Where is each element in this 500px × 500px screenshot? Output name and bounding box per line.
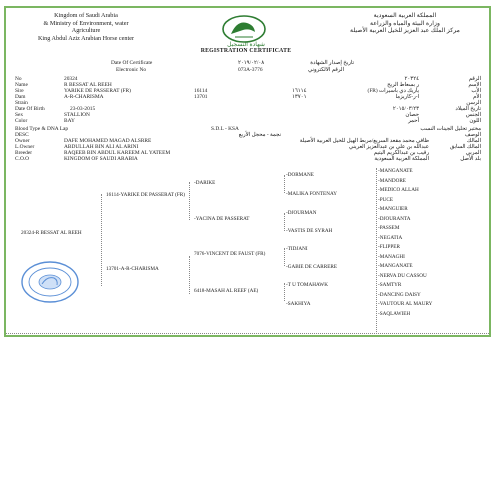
field-label-ar: الرقم xyxy=(468,76,481,82)
field-value-ar: ا-ر-كاريزما xyxy=(395,94,419,100)
header-line: Kingdom of Saudi Arabia xyxy=(54,12,118,19)
field-label: Dam xyxy=(15,94,26,100)
pedigree-gen5: -PASSEM xyxy=(378,225,400,231)
pedigree-connector xyxy=(101,194,102,286)
pedigree-bottom-line xyxy=(6,333,489,334)
header-line: & Ministry of Environment, water xyxy=(43,19,129,27)
header-english xyxy=(6,12,166,42)
field-label: Sire xyxy=(15,88,24,94)
field-label: Color xyxy=(15,118,28,124)
owner-label: Owner xyxy=(15,138,30,144)
logo-arabic-caption: شهادة التسجيل xyxy=(227,42,265,48)
official-stamp-icon xyxy=(20,260,80,304)
coo-label-ar: بلد الأصل xyxy=(460,156,481,162)
pedigree-gen4: -MALIKA FONTENAY xyxy=(286,191,337,197)
field-label-ar: الأب xyxy=(471,88,481,94)
breeder-label-ar: المربي xyxy=(465,150,481,156)
pedigree-chart xyxy=(6,168,489,334)
pedigree-gen5: -DJOURANTA xyxy=(378,216,411,222)
owner-value-ar: ظافي محمد مقعد السريع/مربط الهيل للخيل العربية الأصيلة xyxy=(299,138,429,144)
pedigree-gen5: -PUCE xyxy=(378,197,393,203)
field-extra: 16114 xyxy=(194,88,208,94)
field-value: R BESSAT AL REEH xyxy=(64,82,112,88)
header-line: Agriculture xyxy=(71,27,101,34)
pedigree-gen5: -MANGUIER xyxy=(378,206,408,212)
pedigree-gen4: -TIDJANI xyxy=(286,246,308,252)
pedigree-gen5: -VAUTOUR AL MAURY xyxy=(378,301,433,307)
electronic-value: 073A-3776 xyxy=(238,67,263,73)
pedigree-sire: 16114-YARIKE DE PASSERAT (FR) xyxy=(106,192,185,198)
field-extra-ar: ١٦١١٤ xyxy=(292,88,307,94)
field-value-ar: حصان xyxy=(405,112,419,118)
field-label: Date Of Birth xyxy=(15,106,45,112)
lowner-value-ar: عبدالله بن علي بن عبدالعزيز العريني xyxy=(348,144,429,150)
field-extra: 13701 xyxy=(194,94,208,100)
field-label: No xyxy=(15,76,22,82)
field-label-ar: اللون xyxy=(469,118,481,124)
pedigree-gen5: -NEGATIA xyxy=(378,235,403,241)
pedigree-gen5: -MANDORE xyxy=(378,178,406,184)
pedigree-gen4: -DORMANE xyxy=(286,172,314,178)
certificate-page xyxy=(4,6,491,337)
pedigree-gen3: -DARIKE xyxy=(194,180,216,186)
lowner-value: ABDULLAH BIN ALI AL ARINI xyxy=(64,144,139,150)
desc-label: DESC xyxy=(15,132,29,138)
pedigree-gen5: -MANAGHI xyxy=(378,254,405,260)
pedigree-connector xyxy=(284,213,285,231)
pedigree-gen5: -MANGANATE xyxy=(378,263,413,269)
header-line-ar: المملكة العربية السعودية xyxy=(373,12,437,19)
coo-label: C.O.O xyxy=(15,156,30,162)
header-arabic xyxy=(325,12,485,35)
field-label-ar: الأم xyxy=(473,94,481,100)
owner-label-ar: المالك xyxy=(466,138,481,144)
pedigree-gen3: 7076-VINCENT DE FAUST (FR) xyxy=(194,251,266,257)
electronic-label-ar: الرقم الالكتروني xyxy=(307,67,344,73)
field-value: STALLION xyxy=(64,112,90,118)
field-value-ar: ياريك دي باسيرات (FR) xyxy=(367,88,419,94)
pedigree-gen4: -T U TOMAHAWK xyxy=(286,282,328,288)
pedigree-gen3: -YACINA DE PASSERAT xyxy=(194,216,250,222)
field-value: BAY xyxy=(64,118,75,124)
pedigree-gen5: -SAMTYR xyxy=(378,282,402,288)
date-label-ar: تاريخ إصدار الشهادة xyxy=(310,60,354,66)
field-label: Name xyxy=(15,82,28,88)
blood-value: S.D.L - KSA xyxy=(211,126,239,132)
breeder-label: Breeder xyxy=(15,150,33,156)
pedigree-gen5: -MANGANATE xyxy=(378,168,413,174)
desc-value: نجمة - محجل الأربع xyxy=(238,132,281,138)
field-label: Strain xyxy=(15,100,28,106)
pedigree-gen5: -NERVA DU CASSOU xyxy=(378,273,427,279)
field-value-ar: ر بسعاط الريح xyxy=(387,82,419,88)
field-label-ar: الاسم xyxy=(468,82,481,88)
field-label-ar: الجنس xyxy=(465,112,481,118)
pedigree-gen4: -DJOURMAN xyxy=(286,210,317,216)
pedigree-dam: 13701-A-R-CHARISMA xyxy=(106,266,159,272)
pedigree-connector xyxy=(284,175,285,193)
center-logo-icon xyxy=(221,14,267,44)
field-value-ar: ٢٠١٥/٠٣/٢٣ xyxy=(392,106,419,112)
blood-label-ar: مختبر تحليل الجينات النسب xyxy=(420,126,481,132)
field-extra-ar: ١٣٧٠١ xyxy=(292,94,307,100)
pedigree-gen4: -GABIE DE CARRERE xyxy=(286,264,338,270)
pedigree-gen5: -FLIPPER xyxy=(378,244,400,250)
pedigree-connector xyxy=(376,168,377,332)
coo-value: KINGDOM OF SAUDI ARABIA xyxy=(64,156,138,162)
field-value: A-R-CHARISMA xyxy=(64,94,104,100)
desc-label-ar: الوصف xyxy=(464,132,481,138)
date-label: Date Of Certificate xyxy=(111,60,153,66)
pedigree-gen4: -VASTIS DE SYRAH xyxy=(286,228,333,234)
lowner-label: L.Owner xyxy=(15,144,35,150)
field-value: 23-03-2015 xyxy=(70,106,96,112)
pedigree-connector xyxy=(189,256,190,294)
pedigree-horse: 20324-R BESSAT AL REEH xyxy=(21,230,82,236)
field-value: 20324 xyxy=(64,76,78,82)
header-line: King Abdul Aziz Arabian Horse center xyxy=(37,34,135,42)
field-value: YARIKE DE PASSERAT (FR) xyxy=(64,88,131,94)
field-label: Sex xyxy=(15,112,24,118)
pedigree-gen3: 6418-MASAH AL REEF (AE) xyxy=(194,288,259,294)
pedigree-connector xyxy=(284,283,285,301)
coo-value-ar: المملكة العربية السعودية xyxy=(374,156,429,162)
registration-title: REGISTRATION CERTIFICATE xyxy=(200,48,292,54)
field-value-ar: ٢٠٣٢٤ xyxy=(404,76,419,82)
pedigree-gen5: -SAQLAWIEH xyxy=(378,311,411,317)
blood-label: Blood Type & DNA Lap xyxy=(15,126,69,132)
breeder-value: RAQEEB BIN ABDUL KAREEM AL YATEEM xyxy=(64,150,171,156)
field-label-ar: تاريخ الميلاد xyxy=(455,106,481,112)
breeder-value-ar: رقيب بن عبدالكريم اليتيم xyxy=(373,150,429,156)
pedigree-gen5: -DANCING DAISY xyxy=(378,292,421,298)
header-line-ar: مركز الملك عبد العزيز للخيل العربية الأصيلة xyxy=(350,27,460,34)
date-value: ٢٠١٩/٠٢/٠٨ xyxy=(238,60,265,66)
field-label-ar: الرسن xyxy=(466,100,481,106)
header-line-ar: وزارة البيئة والمياه والزراعة xyxy=(370,19,440,27)
pedigree-gen5: -MEDICO ALLAH xyxy=(378,187,419,193)
electronic-label: Electronic No xyxy=(116,67,147,73)
pedigree-gen4: -SAKHIYA xyxy=(286,301,311,307)
lowner-label-ar: المالك السابق xyxy=(449,144,481,150)
pedigree-connector xyxy=(189,182,190,220)
pedigree-connector xyxy=(284,248,285,266)
owner-value: DAFE MOHAMED MAGAD ALSRRE xyxy=(64,138,152,144)
field-value-ar: أحمر xyxy=(408,118,419,124)
